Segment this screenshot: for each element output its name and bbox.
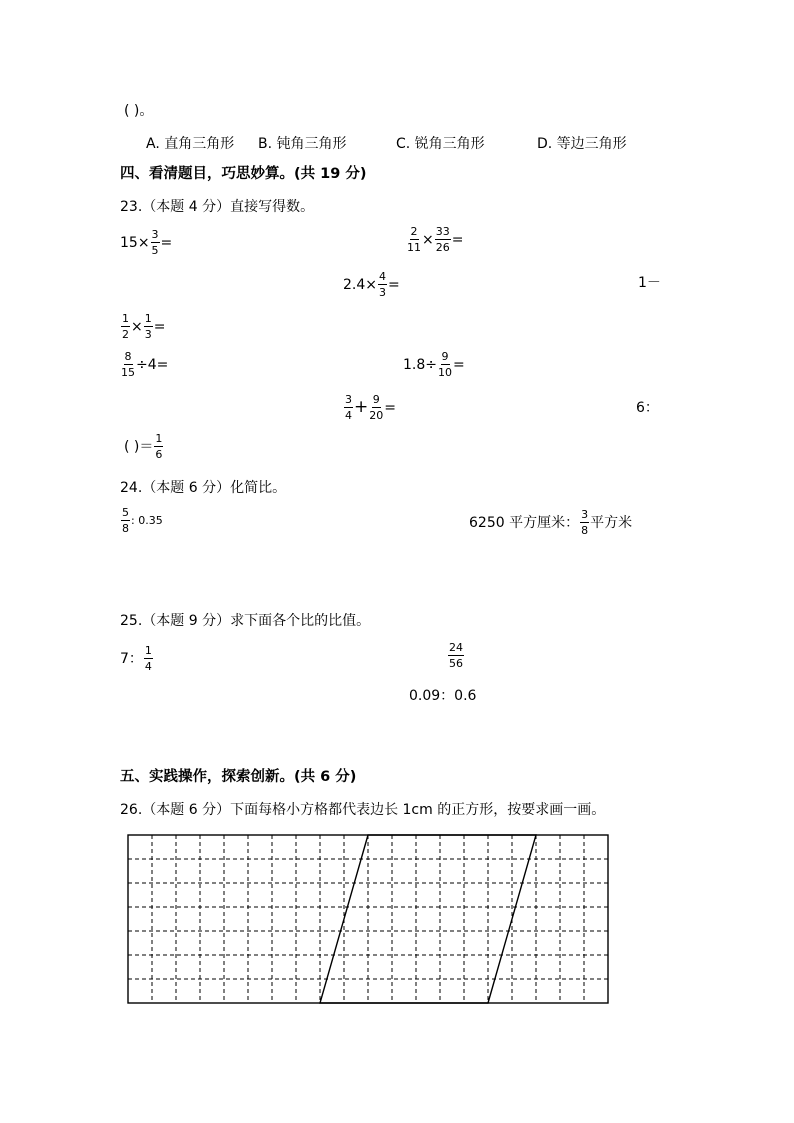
q22-option-c: C. 锐角三角形 bbox=[396, 136, 485, 152]
q23-expr-8-start: 6： bbox=[636, 400, 659, 416]
q26-title: 26.（本题 6 分）下面每格小方格都代表边长 1cm 的正方形，按要求画一画。 bbox=[120, 802, 606, 818]
q23-expr-1: 15× $\frac{3}{5}$ = bbox=[120, 228, 173, 257]
q23-expr-6: 1.8÷ $\frac{9}{10}$ = bbox=[403, 350, 465, 379]
q23-title: 23.（本题 4 分）直接写得数。 bbox=[120, 199, 315, 215]
q23-expr-7: $\frac{3}{4}$ + $\frac{9}{20}$ = bbox=[345, 393, 396, 422]
q25-expr-2: $\frac{24}{56}$ bbox=[449, 641, 463, 670]
parallelogram-shape bbox=[320, 835, 536, 1003]
q22-option-d: D. 等边三角形 bbox=[537, 136, 627, 152]
section-5-title: 五、实践操作，探索创新。(共 6 分) bbox=[120, 769, 357, 785]
q22-option-b: B. 钝角三角形 bbox=[258, 136, 347, 152]
q23-expr-4-start: 1－ bbox=[638, 275, 661, 291]
q22-option-a: A. 直角三角形 bbox=[146, 136, 235, 152]
q25-title: 25.（本题 9 分）求下面各个比的比值。 bbox=[120, 613, 371, 629]
q23-expr-2: $\frac{2}{11}$ × $\frac{33}{26}$ = bbox=[407, 225, 464, 254]
q24-expr-2: 6250 平方厘米： $\frac{3}{8}$ 平方米 bbox=[469, 508, 633, 537]
q24-title: 24.（本题 6 分）化简比。 bbox=[120, 480, 287, 496]
q22-answer-blank: ( )。 bbox=[124, 103, 154, 119]
grid-lines bbox=[128, 835, 608, 1003]
q25-expr-3: 0.09：0.6 bbox=[409, 688, 477, 704]
q23-expr-4-end: $\frac{1}{2}$ × $\frac{1}{3}$ = bbox=[122, 312, 166, 341]
q23-expr-8-end: ( )＝ $\frac{1}{6}$ bbox=[124, 432, 163, 461]
q23-expr-5: $\frac{8}{15}$ ÷4= bbox=[121, 350, 169, 379]
q25-expr-1: 7： $\frac{1}{4}$ bbox=[120, 644, 152, 673]
q23-expr-3: 2.4× $\frac{4}{3}$ = bbox=[343, 270, 400, 299]
q24-expr-1: $\frac{5}{8}$ : 0.35 bbox=[122, 506, 163, 535]
section-4-title: 四、看清题目，巧思妙算。(共 19 分) bbox=[120, 166, 367, 182]
